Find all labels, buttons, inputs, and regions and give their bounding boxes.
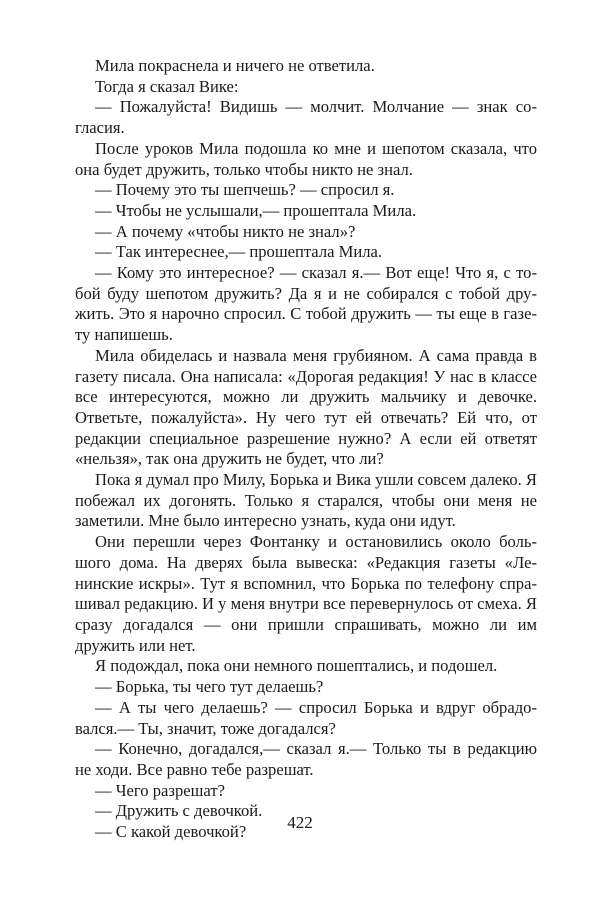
paragraph: — Борька, ты чего тут делаешь?	[95, 677, 324, 697]
paragraph: Мила обиделась и назвала меня грубияном. А сама правда в газету писала. Она написала: «Дорогая редакция! У нас в классе все интересуются, можно ли дружить мальчику и девочке. Ответьте, пожалуйста». Ну чего тут ей отвечать? Ей что, от редакции специальное разрешение нужно? А если ей ответят «нельзя», так она дружить не будет, что ли?	[75, 345, 537, 469]
paragraph: — Конечно, догадался,— сказал я.— Только ты в редакцию не ходи. Все равно тебе разрешат.	[75, 739, 537, 779]
paragraph: После уроков Мила подошла ко мне и шепотом сказала, что она будет дружить, только чтобы никто не знал.	[75, 138, 537, 179]
paragraph: — Кому это интересное? — сказал я.— Вот еще! Что я, с тобой буду шепотом дружить? Да я и не собирался с тобой дружить. Это я нарочно спросил. С тобой дружить — ты еще в газету напишешь.	[75, 263, 537, 345]
paragraph: Пока я думал про Милу, Борька и Вика ушли совсем далеко. Я побежал их догонять. Только я старался, чтобы они меня не заметили. Мне было интересно узнать, куда они идут.	[75, 470, 537, 531]
body-text	[75, 56, 537, 843]
paragraph: — Чтобы не услышали,— прошептала Мила.	[95, 200, 417, 220]
paragraph: — А ты чего делаешь? — спросил Борька и вдруг обрадовался.— Ты, значит, тоже догадался?	[75, 697, 537, 738]
paragraph: Мила покраснела и ничего не ответила.	[95, 56, 375, 75]
paragraph: — Пожалуйста! Видишь — молчит. Молчание — знак согласия.	[75, 97, 537, 138]
paragraph: Я подождал, пока они немного пошептались, и подошел.	[95, 656, 498, 676]
paragraph: — Так интереснее,— прошептала Мила.	[95, 242, 383, 262]
paragraph: — Дружить с девочкой.	[95, 801, 263, 821]
paragraph: — С какой девочкой?	[95, 822, 247, 842]
paragraph: — Почему это ты шепчешь? — спросил я.	[95, 180, 395, 200]
page-number: 422	[287, 813, 313, 832]
paragraph: — Чего разрешат?	[95, 780, 225, 800]
paragraph: — А почему «чтобы никто не знал»?	[95, 221, 356, 241]
paragraph: Тогда я сказал Вике:	[95, 76, 239, 96]
paragraph: Они перешли через Фонтанку и остановились около большого дома. На дверях была вывеска: «Редакция газеты «Ленинские искры». Тут я вспомнил, что Борька по телефону спрашивал редакцию. И у меня внутри все перевернулось от смеха. Я сразу догадался — они пришли спрашивать, можно ли им дружить или нет.	[75, 532, 537, 655]
